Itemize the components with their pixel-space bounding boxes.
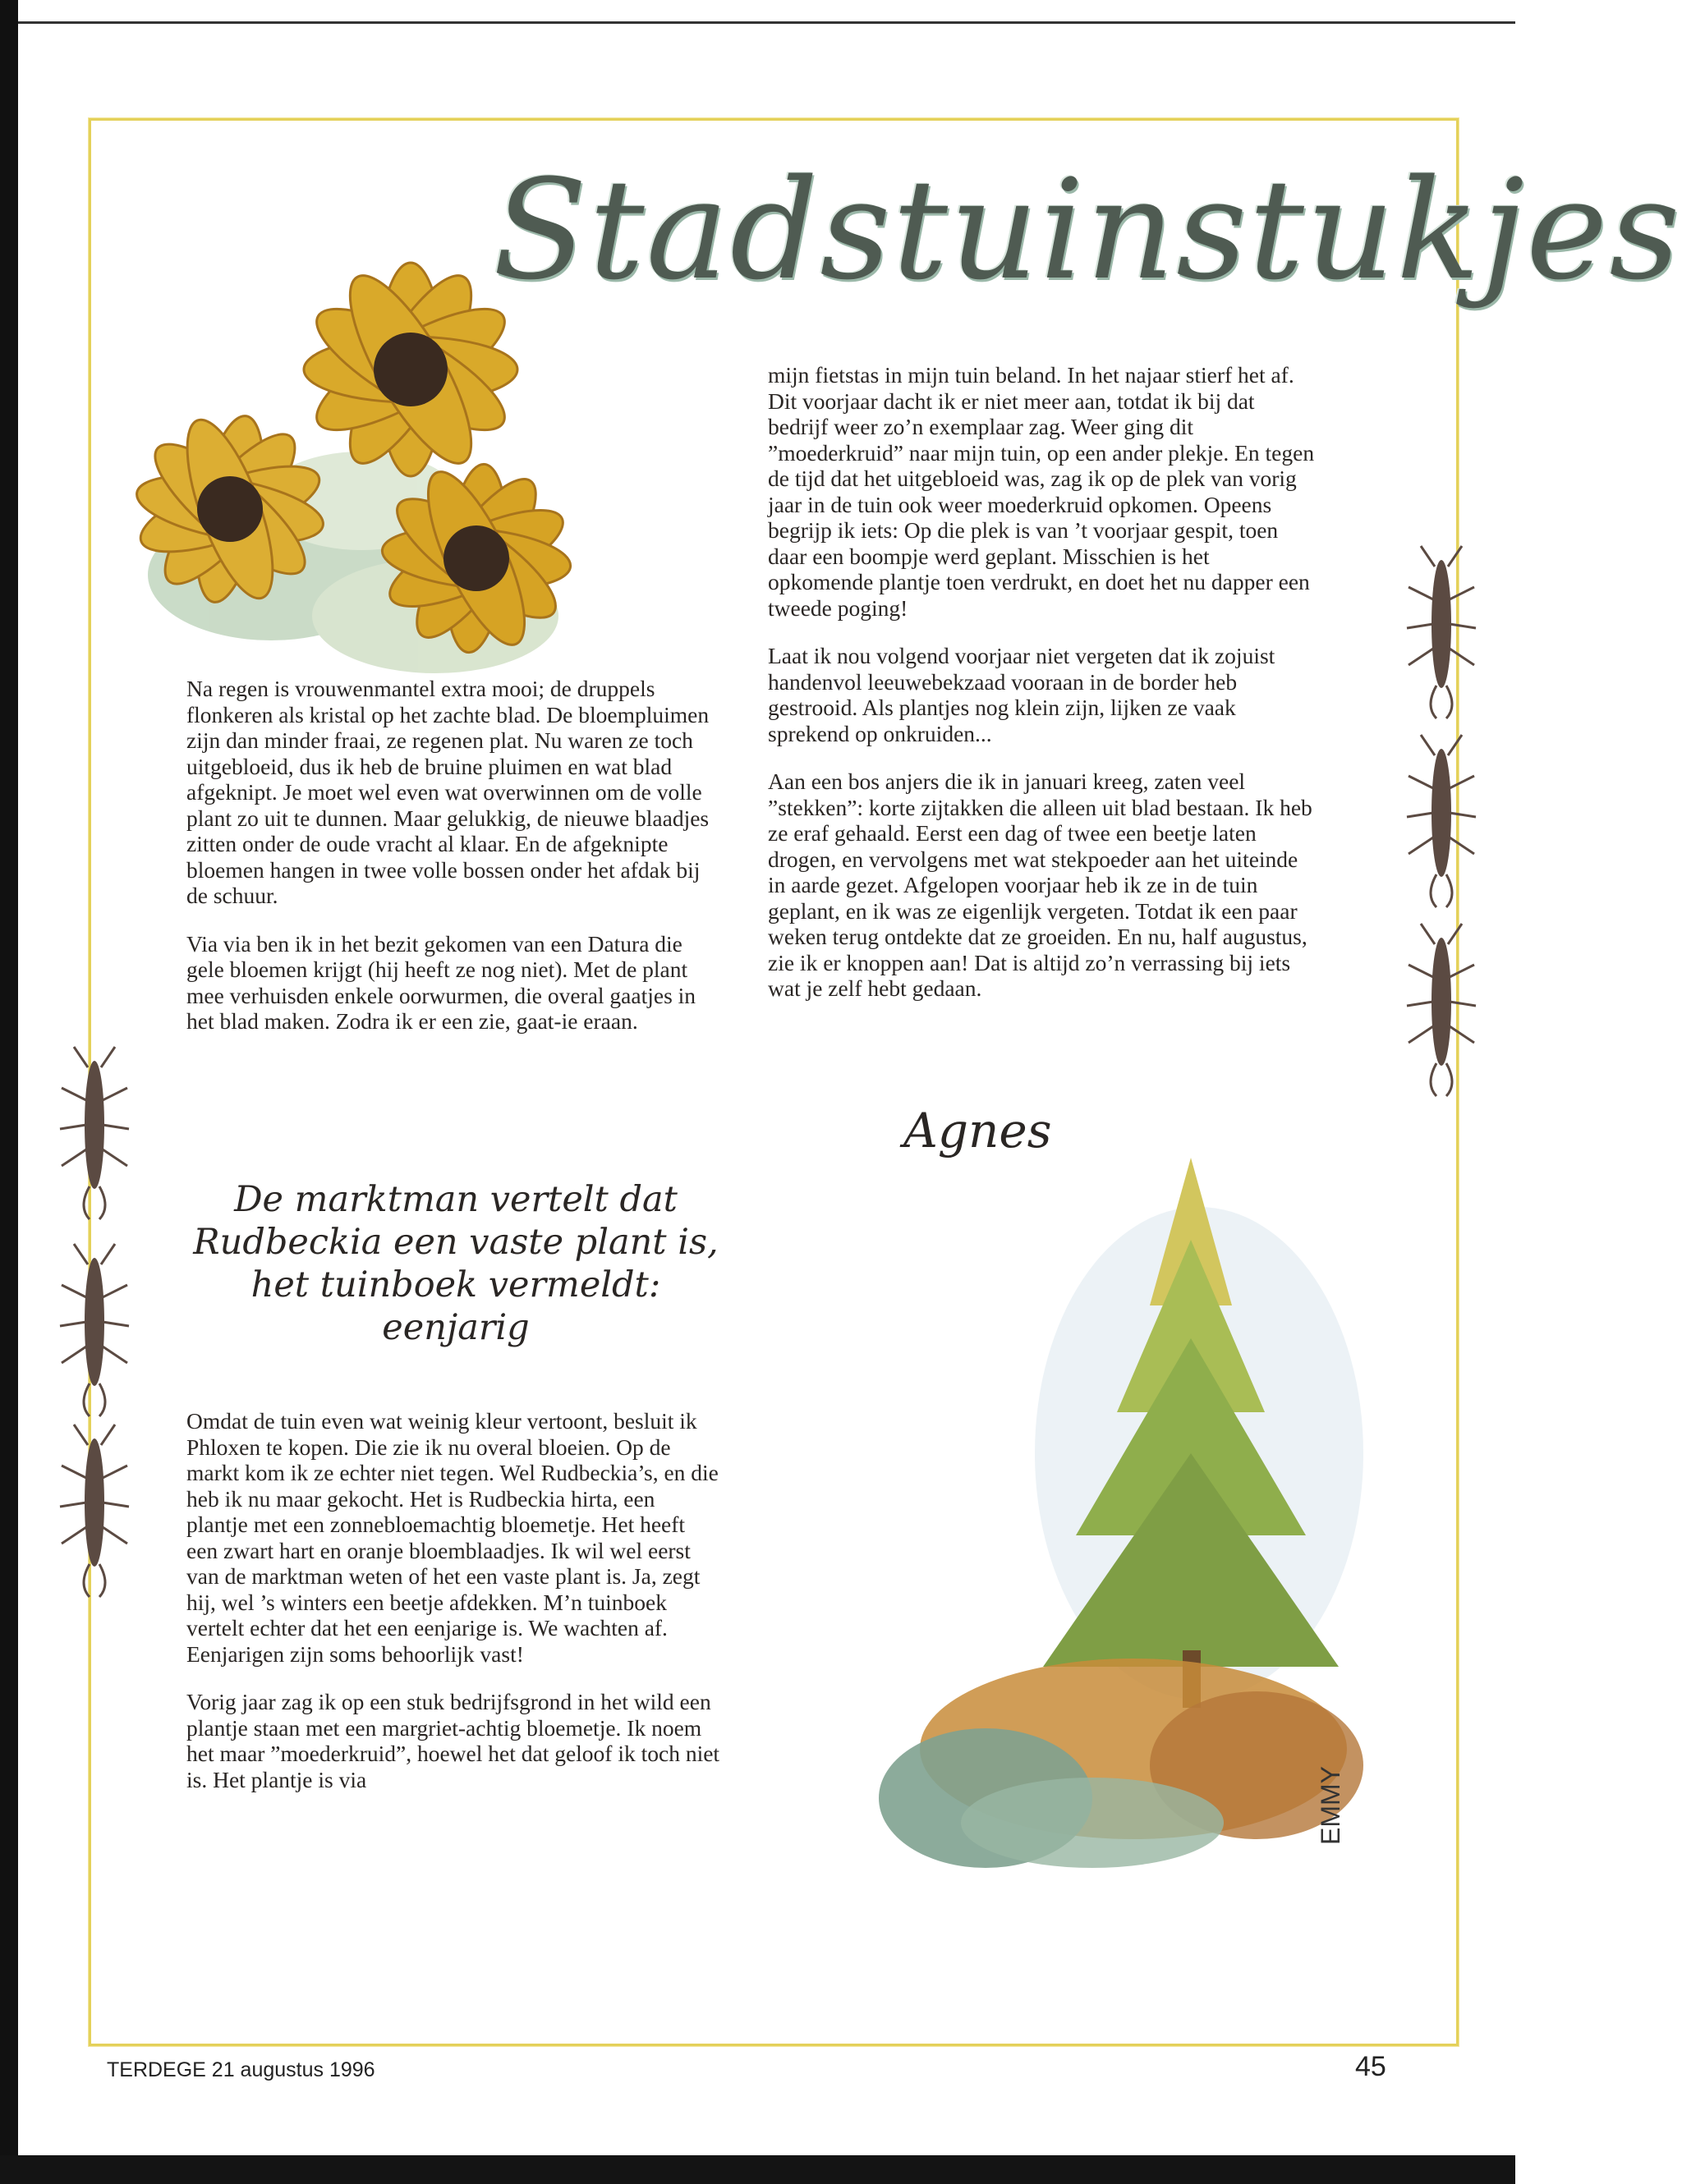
paragraph: Na regen is vrouwenmantel extra mooi; de druppels flonkeren als kristal op het zachte blad. De bloempluimen zijn dan minder fraai, ze regenen plat. Nu waren ze toch uitgebloeid, dus ik heb de bruine pluimen en wat blad afgeknipt. Je moet wel even wat overwinnen om de volle plant zo uit te dunnen. Maar gelukkig, de nieuwe blaadjes zitten onder de oude vracht al klaar. En de afgeknipte bloemen hangen in twee volle bossen onder het afdak bij de schuur. xyxy=(186,676,710,908)
text-column-left-top xyxy=(186,676,720,1057)
tree-illustration xyxy=(846,1141,1388,1880)
paragraph: Vorig jaar zag ik op een stuk bedrijfsgrond in het wild een plantje staan met een margriet-achtig bloemetje. Ik noem het maar ”moederkruid”, hoewel het dat geloof ik toch niet is. Het plantje is via xyxy=(186,1689,720,1792)
paragraph: mijn fietstas in mijn tuin beland. In het najaar stierf het af. Dit voorjaar dacht ik er niet meer aan, totdat ik bij dat bedrijf weer zo’n exemplaar zag. Weer ging dit ”moederkruid” naar mijn tuin, op een ander plekje. En tegen de tijd dat het uitgebloeid was, zag ik op de plek van vorig jaar in de tuin ook weer moederkruid opkomen. Opeens begrijp ik iets: Op die plek is van ’t voorjaar gespit, toen daar een boompje werd geplant. Misschien is het opkomende plantje toen verdrukt, en doet het nu dapper een tweede poging! xyxy=(768,362,1315,621)
author-signature: Agnes xyxy=(903,1103,1052,1159)
scan-edge-bottom xyxy=(0,2155,1515,2184)
pull-quote: De marktman vertelt dat Rudbeckia een vaste plant is, het tuinboek vermeldt: eenjarig xyxy=(193,1179,719,1348)
paragraph: Aan een bos anjers die ik in januari kreeg, zaten veel ”stekken”: korte zijtakken die alleen uit blad bestaan. Ik heb ze eraf gehaald. Eerst een dag of twee een beetje laten drogen, en vervolgens met wat stekpoeder aan het uiteinde in aarde gezet. Afgelopen voorjaar heb ik ze in de tuin geplant, en ik was ze eigenlijk vergeten. Totdat ik een paar weken terug ontdekte dat ze groeiden. En nu, half augustus, zie ik er knoppen aan! Dat is altijd zo’n verrassing bij iets wat je zelf hebt gedaan. xyxy=(768,769,1312,1001)
flower-top xyxy=(301,260,519,478)
paragraph: Omdat de tuin even wat weinig kleur vertoont, besluit ik Phloxen te kopen. Die zie ik nu overal bloeien. Op de markt kom ik ze echter niet tegen. Wel Rudbeckia’s, en die heb ik nu maar gekocht. Het is Rudbeckia hirta, een plantje met een zonnebloemachtig bloemetje. Het heeft een zwart hart en oranje bloemblaadjes. Ik wil wel eerst van de marktman weten of het een vaste plant is. Ja, zegt hij, wel ’s winters een beetje afdekken. M’n tuinboek vertelt echter dat het een eenjarige is. We wachten af. Eenjarigen zijn soms behoorlijk vast! xyxy=(186,1408,719,1667)
page-number: 45 xyxy=(1355,2051,1386,2082)
earwig-icon xyxy=(60,1244,129,1416)
text-column-left-bottom xyxy=(186,1408,720,1815)
page-title: Stadstuinstukjes xyxy=(493,149,1682,310)
earwig-icon xyxy=(60,1425,129,1597)
shrubs xyxy=(879,1659,1363,1868)
earwig-icon xyxy=(1407,735,1476,907)
paragraph: Via via ben ik in het bezit gekomen van een Datura die gele bloemen krijgt (hij heeft ze nog niet). Met de plant mee verhuisden enkele oorwurmen, die overal gaatjes in het blad maken. Zodra ik er een zie, gaat-ie eraan. xyxy=(186,930,696,1034)
earwig-illustrations-left xyxy=(41,1043,148,1585)
earwig-illustrations-right xyxy=(1388,525,1495,1117)
paragraph: Laat ik nou volgend voorjaar niet vergeten dat ik zojuist handenvol leeuwebekzaad vooraan in de border heb gestrooid. Als plantjes nog klein zijn, lijken ze vaak sprekend op onkruiden... xyxy=(768,643,1275,746)
scan-edge-left xyxy=(0,0,18,2184)
earwig-icon xyxy=(1407,924,1476,1096)
earwig-icon xyxy=(60,1047,129,1219)
text-column-right xyxy=(768,362,1318,1024)
publication-footer: TERDEGE 21 augustus 1996 xyxy=(107,2058,375,2081)
earwig-icon xyxy=(1407,546,1476,718)
illustrator-signature xyxy=(1317,1812,1344,1845)
scan-edge-top xyxy=(18,21,1515,24)
